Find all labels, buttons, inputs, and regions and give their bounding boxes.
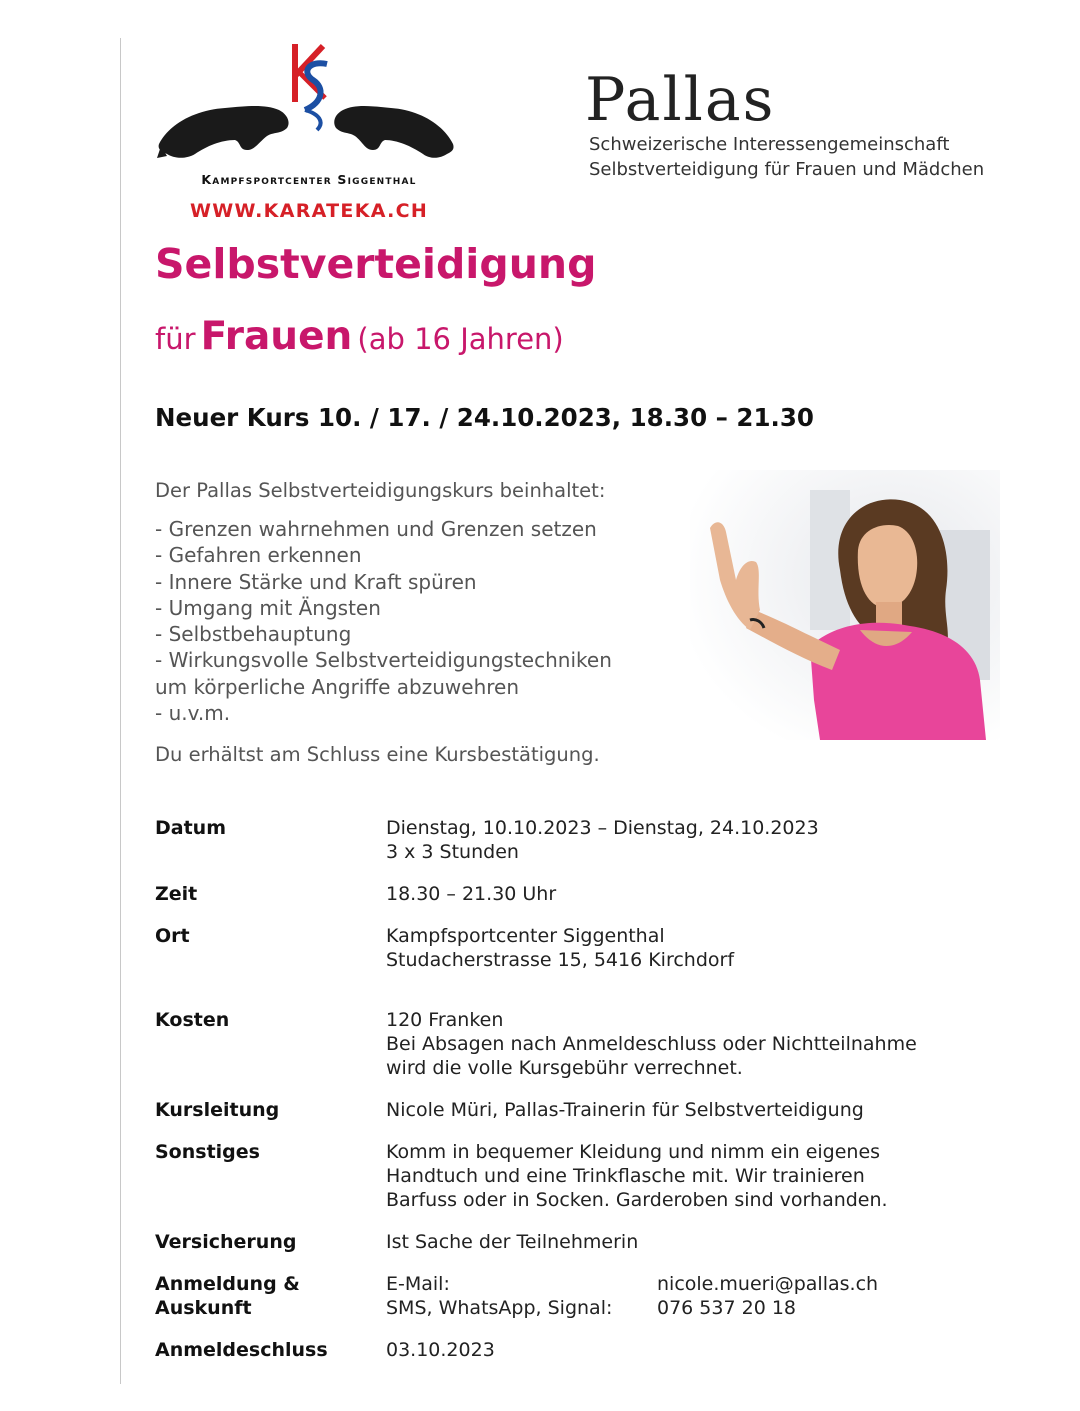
- anmeldeschluss-value: 03.10.2023: [386, 1339, 495, 1361]
- ksc-url-link[interactable]: WWW.KARATEKA.CH: [189, 200, 429, 222]
- datum-value: [386, 816, 819, 864]
- kosten-line1: 120 Franken: [386, 1009, 504, 1031]
- certificate-note: Du erhältst am Schluss eine Kursbestätigung.: [155, 743, 600, 766]
- versicherung-label: Versicherung: [155, 1231, 297, 1253]
- kosten-line3: wird die volle Kursgebühr verrechnet.: [386, 1057, 743, 1079]
- ksc-name: Kampfsportcenter Siggenthal: [201, 172, 417, 187]
- subtitle-audience: Frauen: [200, 314, 353, 359]
- panther-left-icon: [155, 84, 293, 164]
- subtitle-for: für: [155, 322, 196, 356]
- pallas-wordmark: Pallas: [585, 65, 776, 135]
- woman-defense-photo: [690, 470, 1000, 740]
- ksc-logo: [155, 40, 465, 222]
- list-item: um körperliche Angriffe abzuwehren: [155, 674, 520, 699]
- kursleitung-value: Nicole Müri, Pallas-Trainerin für Selbstverteidigung: [386, 1099, 864, 1121]
- page-margin-line: [120, 38, 121, 1384]
- anmeldung-label-line1: Anmeldung &: [155, 1273, 300, 1295]
- datum-line2: 3 x 3 Stunden: [386, 841, 519, 863]
- kosten-value: [386, 1008, 917, 1080]
- anmeldeschluss-label: Anmeldeschluss: [155, 1339, 328, 1361]
- anmeldung-label: [155, 1272, 375, 1320]
- phone-number[interactable]: 076 537 20 18: [657, 1297, 797, 1319]
- pallas-subtitle-line2: Selbstverteidigung für Frauen und Mädchen: [589, 159, 985, 180]
- list-item: - Umgang mit Ängsten: [155, 595, 381, 620]
- list-item: - Gefahren erkennen: [155, 543, 362, 568]
- page-title: Selbstverteidigung: [155, 240, 597, 288]
- datum-label: Datum: [155, 817, 226, 839]
- email-label: E-Mail:: [386, 1273, 450, 1295]
- course-dates: Neuer Kurs 10. / 17. / 24.10.2023, 18.30 – 21.30: [155, 403, 814, 432]
- sonstiges-line3: Barfuss oder in Socken. Garderoben sind vorhanden.: [386, 1189, 888, 1211]
- zeit-label: Zeit: [155, 883, 198, 905]
- list-item: - Grenzen wahrnehmen und Grenzen setzen: [155, 517, 597, 541]
- sonstiges-line1: Komm in bequemer Kleidung und nimm ein eigenes: [386, 1141, 881, 1163]
- pallas-subtitle: [589, 132, 984, 182]
- kursleitung-label: Kursleitung: [155, 1099, 280, 1121]
- sonstiges-line2: Handtuch und eine Trinkflasche mit. Wir trainieren: [386, 1165, 865, 1187]
- course-content-list: [155, 516, 612, 726]
- list-item: - u.v.m.: [155, 701, 231, 726]
- email-link[interactable]: nicole.mueri@pallas.ch: [657, 1273, 879, 1295]
- anmeldung-label-line2: Auskunft: [155, 1297, 252, 1319]
- sonstiges-value: [386, 1140, 888, 1212]
- ort-label: Ort: [155, 925, 190, 947]
- list-item: - Innere Stärke und Kraft spüren: [155, 569, 477, 594]
- list-item: - Wirkungsvolle Selbstverteidigungstechniken: [155, 648, 612, 673]
- ort-value: [386, 924, 734, 972]
- zeit-value: 18.30 – 21.30 Uhr: [386, 883, 557, 905]
- panther-right-icon: [333, 84, 457, 164]
- versicherung-value: Ist Sache der Teilnehmerin: [386, 1231, 639, 1253]
- pallas-subtitle-line1: Schweizerische Interessengemeinschaft: [589, 134, 950, 155]
- page-subtitle: [155, 312, 564, 369]
- ort-line1: Kampfsportcenter Siggenthal: [386, 925, 665, 947]
- sms-label: SMS, WhatsApp, Signal:: [386, 1297, 613, 1319]
- intro-lead: Der Pallas Selbstverteidigungskurs beinhaltet:: [155, 479, 606, 502]
- sonstiges-label: Sonstiges: [155, 1141, 260, 1163]
- contact-methods: [386, 1272, 612, 1320]
- ort-line2: Studacherstrasse 15, 5416 Kirchdorf: [386, 949, 735, 971]
- kosten-line2: Bei Absagen nach Anmeldeschluss oder Nichtteilnahme: [386, 1033, 917, 1055]
- pallas-logo: [585, 65, 1015, 188]
- subtitle-age: (ab 16 Jahren): [357, 322, 564, 356]
- datum-line1: Dienstag, 10.10.2023 – Dienstag, 24.10.2023: [386, 817, 819, 839]
- list-item: - Selbstbehauptung: [155, 622, 352, 647]
- kosten-label: Kosten: [155, 1009, 230, 1031]
- contact-values: [657, 1272, 878, 1320]
